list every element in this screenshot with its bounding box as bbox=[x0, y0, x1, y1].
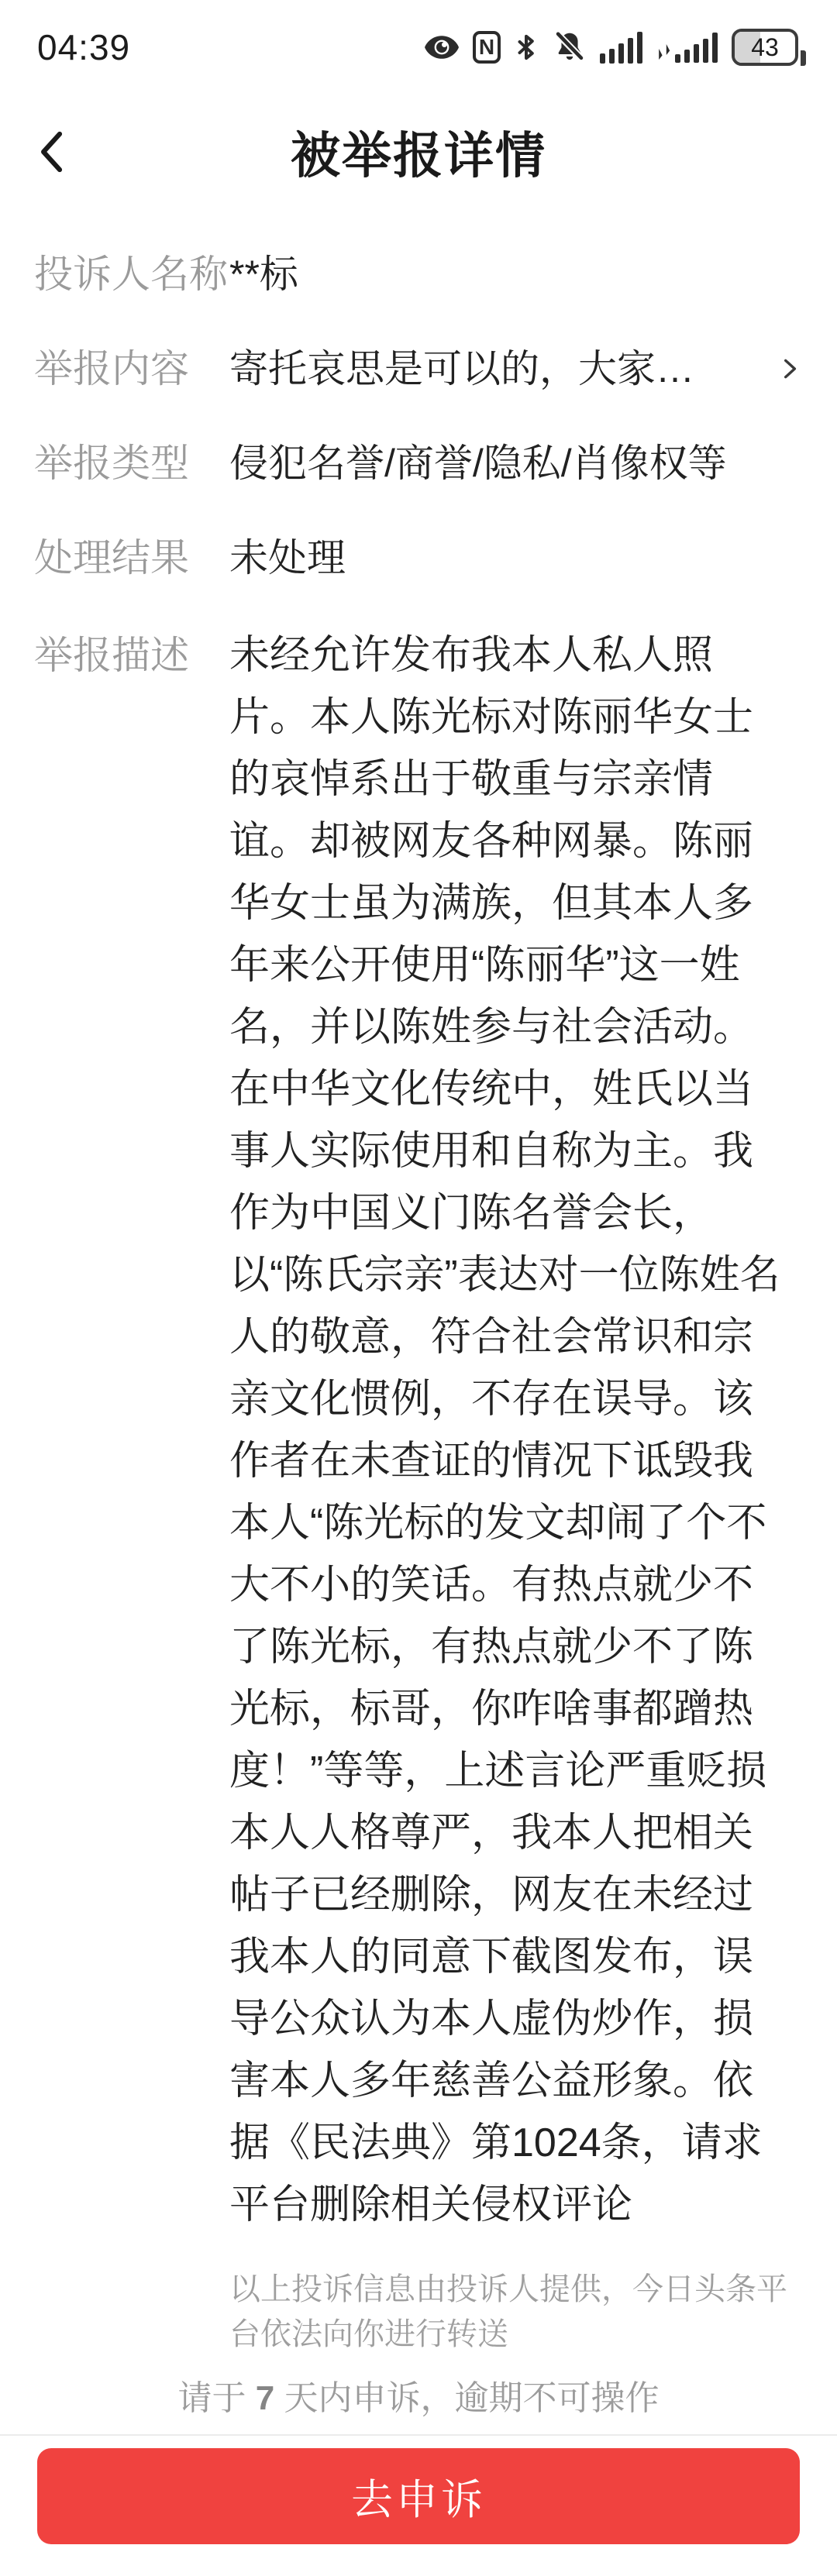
report-description-text: 未经允许发布我本人私人照片。本人陈光标对陈丽华女士的哀悼系出于敬重与宗亲情谊。却被网友各种网暴。陈丽华女士虽为满族，但其本人多年来公开使用“陈丽华”这一姓名，并以陈姓参与社会活动。在中华文化传统中，姓氏以当事人实际使用和自称为主。我作为中国义门陈名誉会长，以“陈氏宗亲”表达对一位陈姓名人的敬意，符合社会常识和宗亲文化惯例，不存在误导。该作者在未查证的情况下诋毁我本人“陈光标的发文却闹了个不大不小的笑话。有热点就少不了陈光标，有热点就少不了陈光标，标哥，你咋啥事都蹭热度！”等等，上述言论严重贬损本人人格尊严，我本人把相关帖子已经删除，网友在未经过我本人的同意下截图发布，误导公众认为本人虚伪炒作，损害本人多年慈善公益形象。依据《民法典》第1024条，请求平台删除相关侵权评论 bbox=[229, 633, 780, 2227]
battery-icon bbox=[730, 29, 806, 66]
bluetooth-icon bbox=[513, 29, 539, 65]
deadline-days: 7 bbox=[255, 2379, 275, 2417]
handle-result-row bbox=[0, 530, 837, 586]
report-detail-content bbox=[0, 217, 837, 2422]
status-bar-icons bbox=[423, 29, 806, 66]
report-type-value: 侵犯名誉/商誉/隐私/肖像权等 bbox=[229, 442, 727, 485]
field-label: 投诉人名称 bbox=[34, 253, 228, 296]
battery-nub bbox=[801, 50, 806, 66]
nfc-icon: N bbox=[473, 31, 501, 64]
handle-result-value: 未处理 bbox=[229, 536, 346, 580]
complainant-name-row bbox=[0, 246, 837, 302]
back-button[interactable] bbox=[34, 118, 90, 186]
clock-text: 04:39 bbox=[37, 27, 131, 67]
report-content-preview: 寄托哀思是可以的，大家… bbox=[229, 347, 694, 390]
signal-icon bbox=[600, 32, 642, 64]
report-description-row bbox=[0, 624, 837, 2244]
battery-percent-text: 43 bbox=[751, 33, 779, 61]
field-label: 举报内容 bbox=[34, 347, 189, 390]
complainant-name-value: **标 bbox=[229, 253, 298, 296]
field-label: 举报描述 bbox=[34, 634, 189, 677]
appeal-button[interactable]: 去申诉 bbox=[37, 2448, 800, 2544]
provider-note: 以上投诉信息由投诉人提供，今日头条平台依法向你进行转送 bbox=[229, 2272, 787, 2351]
field-label: 处理结果 bbox=[34, 536, 189, 580]
deadline-prefix: 请于 bbox=[177, 2379, 256, 2417]
notifications-muted-icon bbox=[552, 29, 587, 65]
deadline-suffix: 天内申诉，逾期不可操作 bbox=[274, 2379, 660, 2417]
status-bar bbox=[0, 0, 837, 87]
chevron-left-icon bbox=[34, 128, 68, 176]
navigation-bar bbox=[0, 87, 837, 217]
deadline-note bbox=[0, 2375, 837, 2422]
report-content-row[interactable] bbox=[0, 341, 837, 397]
report-type-row bbox=[0, 435, 837, 491]
page-title: 被举报详情 bbox=[291, 128, 546, 184]
chevron-right-icon bbox=[777, 356, 803, 382]
eye-protection-icon bbox=[423, 29, 460, 66]
signal-secondary-icon bbox=[655, 33, 718, 63]
bottom-action-bar bbox=[0, 2434, 837, 2544]
field-label: 举报类型 bbox=[34, 442, 189, 485]
